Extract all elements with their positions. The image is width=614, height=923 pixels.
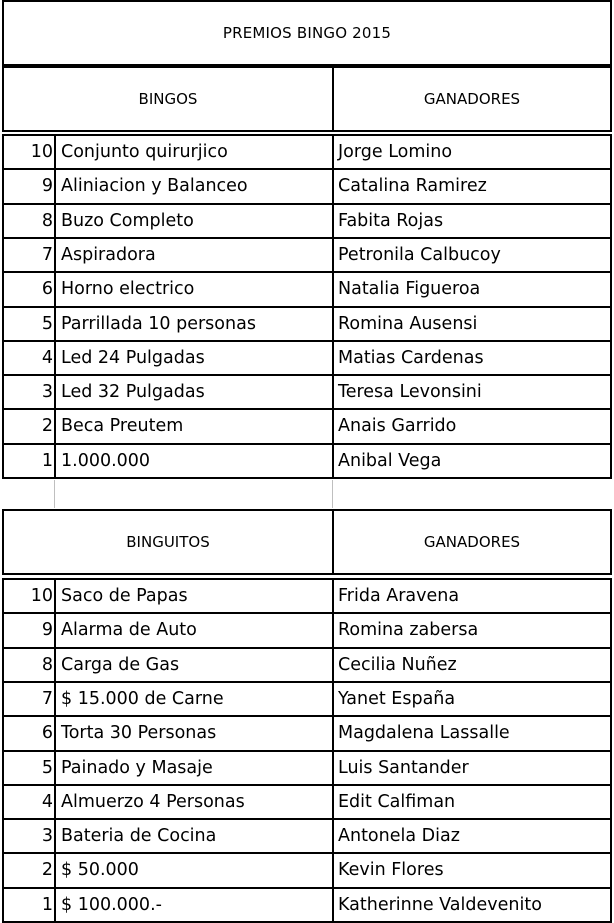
winner-name: Katherinne Valdevenito (338, 894, 542, 915)
rank-number: 8 (41, 210, 53, 231)
prize-name: Led 32 Pulgadas (61, 382, 205, 403)
table-row (2, 819, 612, 853)
prize-name: 1.000.000 (61, 450, 151, 471)
table-row (2, 409, 612, 443)
table-row (2, 341, 612, 375)
winner-name: Antonela Diaz (338, 826, 460, 847)
gap-divider (332, 480, 333, 508)
winner-name: Anais Garrido (338, 416, 457, 437)
rank-number: 6 (41, 279, 53, 300)
binguitos-winners-header: GANADORES (332, 509, 612, 575)
rank-number: 4 (41, 791, 53, 812)
bingos-winners-header: GANADORES (332, 66, 612, 132)
table-row (2, 307, 612, 341)
table-row (2, 716, 612, 750)
prize-name: Saco de Papas (61, 586, 188, 606)
rank-number: 8 (41, 654, 53, 675)
table-row (2, 169, 612, 203)
prize-name: Torta 30 Personas (61, 723, 217, 744)
table-row (2, 853, 612, 887)
binguitos-header: BINGUITOS (2, 509, 334, 575)
rank-number: 1 (41, 450, 53, 471)
table-row (2, 888, 612, 922)
winner-name: Petronila Calbucoy (338, 244, 501, 265)
winner-name: Natalia Figueroa (338, 279, 481, 300)
winner-name: Yanet España (338, 688, 456, 709)
winner-name: Teresa Levonsini (338, 382, 482, 403)
winner-name: Luis Santander (338, 757, 469, 778)
table-row (2, 135, 612, 169)
prize-name: Parrillada 10 personas (61, 313, 256, 334)
table-row (2, 238, 612, 272)
winner-name: Magdalena Lassalle (338, 723, 510, 744)
rank-number: 4 (41, 347, 53, 368)
prize-name: Aliniacion y Balanceo (61, 176, 248, 197)
prize-name: Aspiradora (61, 244, 156, 265)
prize-name: Painado y Masaje (61, 757, 213, 778)
prize-name: $ 15.000 de Carne (61, 688, 224, 709)
rank-number: 10 (30, 142, 53, 162)
rank-number: 7 (41, 688, 53, 709)
winner-name: Anibal Vega (338, 450, 442, 471)
winner-name: Fabita Rojas (338, 210, 444, 231)
winner-name: Frida Aravena (338, 586, 460, 606)
winner-name: Matias Cardenas (338, 347, 484, 368)
prize-name: Carga de Gas (61, 654, 180, 675)
winner-name: Edit Calfiman (338, 791, 456, 812)
rank-number: 9 (41, 620, 53, 641)
gap-divider (54, 480, 55, 508)
rank-number: 2 (41, 860, 53, 881)
rank-number: 10 (30, 586, 53, 606)
prize-name: Buzo Completo (61, 210, 194, 231)
prize-name: Bateria de Cocina (61, 826, 217, 847)
prize-name: $ 50.000 (61, 860, 139, 881)
prize-name: Beca Preutem (61, 416, 184, 437)
bingos-header: BINGOS (2, 66, 334, 132)
rank-number: 2 (41, 416, 53, 437)
prize-name: $ 100.000.- (61, 894, 162, 915)
table-row (2, 375, 612, 409)
rank-number: 3 (41, 826, 53, 847)
prize-name: Almuerzo 4 Personas (61, 791, 245, 812)
table-row (2, 579, 612, 613)
sheet-title: PREMIOS BINGO 2015 (2, 0, 612, 66)
prize-name: Conjunto quirurjico (61, 142, 228, 162)
rank-number: 1 (41, 894, 53, 915)
table-row (2, 204, 612, 238)
table-row (2, 272, 612, 306)
prize-name: Alarma de Auto (61, 620, 197, 641)
rank-number: 5 (41, 757, 53, 778)
rank-number: 9 (41, 176, 53, 197)
winner-name: Jorge Lomino (338, 142, 453, 162)
winner-name: Catalina Ramirez (338, 176, 487, 197)
winner-name: Kevin Flores (338, 860, 444, 881)
prize-name: Led 24 Pulgadas (61, 347, 205, 368)
rank-number: 6 (41, 723, 53, 744)
winner-name: Romina Ausensi (338, 313, 478, 334)
table-row (2, 613, 612, 647)
prize-name: Horno electrico (61, 279, 195, 300)
table-row (2, 751, 612, 785)
rank-number: 5 (41, 313, 53, 334)
table-row (2, 785, 612, 819)
rank-number: 3 (41, 382, 53, 403)
table-row (2, 648, 612, 682)
rank-number: 7 (41, 244, 53, 265)
table-row (2, 682, 612, 716)
winner-name: Cecilia Nuñez (338, 654, 457, 675)
table-row (2, 444, 612, 478)
winner-name: Romina zabersa (338, 620, 479, 641)
